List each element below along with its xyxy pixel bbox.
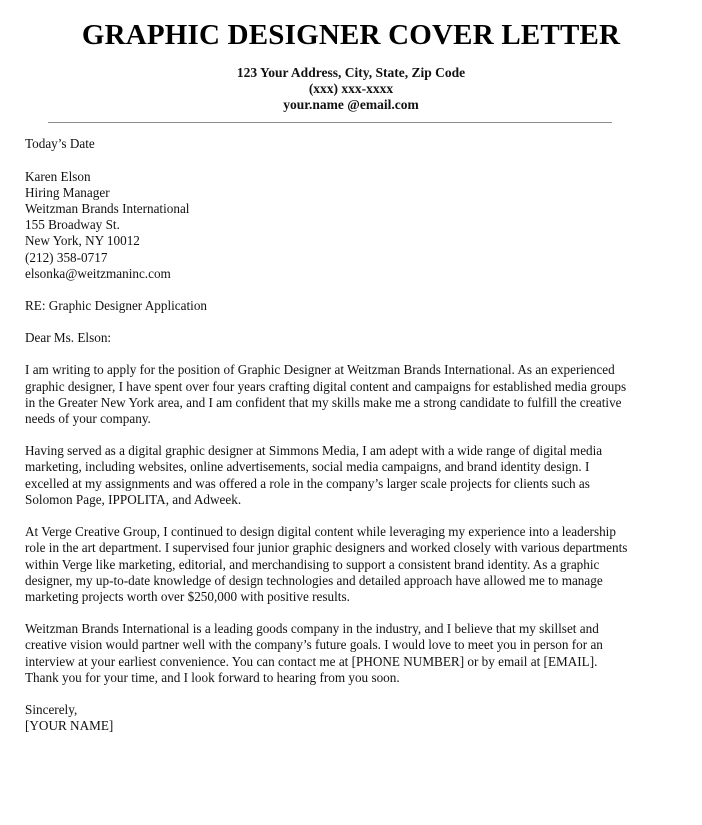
date-block <box>25 136 630 152</box>
recipient-name: Karen Elson <box>25 168 91 184</box>
letter-body <box>0 136 702 734</box>
recipient-city-state-zip: New York, NY 10012 <box>25 233 140 249</box>
sender-contact-block <box>28 65 674 113</box>
sender-phone: (xxx) xxx-xxxx <box>308 81 394 97</box>
recipient-street: 155 Broadway St. <box>25 217 120 233</box>
letterhead <box>0 0 702 123</box>
recipient-email: elsonka@weitzmaninc.com <box>25 265 171 281</box>
recipient-company: Weitzman Brands International <box>25 201 190 217</box>
recipient-phone: (212) 358-0717 <box>25 249 108 265</box>
closing-block <box>25 702 630 734</box>
sender-email: your.name @email.com <box>283 97 419 113</box>
letter-date: Today’s Date <box>25 136 95 152</box>
salutation: Dear Ms. Elson: <box>25 330 112 346</box>
body-paragraph-4: Weitzman Brands International is a leading goods company in the industry, and I believe that my skillset and creative vision would partner well with the company’s future goals. I would love to meet you in person for an interview at your earliest convenience. You can contact me at [PHONE NUMBER] or by email at [EMAIL]. Thank you for your time, and I look forward to hearing from you soon. <box>25 621 603 685</box>
body-paragraph-2: Having served as a digital graphic designer at Simmons Media, I am adept with a wide range of digital media marketing, including websites, online advertisements, social media campaigns, and brand identity design. I excelled at my assignments and was offered a role in the company’s larger scale projects for clients such as Solomon Page, IPPOLITA, and Adweek. <box>25 443 603 507</box>
valediction: Sincerely, <box>25 701 78 717</box>
signature-name: [YOUR NAME] <box>25 718 114 734</box>
sender-address: 123 Your Address, City, State, Zip Code <box>236 65 466 81</box>
subject-line: RE: Graphic Designer Application <box>25 298 208 314</box>
header-divider <box>48 122 612 123</box>
recipient-address-block <box>25 169 630 282</box>
page-title: GRAPHIC DESIGNER COVER LETTER <box>81 19 621 51</box>
body-paragraph-3: At Verge Creative Group, I continued to design digital content while leveraging my experience into a leadership role in the art department. I supervised four junior graphic designers and worked closely with various departments within Verge like marketing, editorial, and merchandising to support a consistent brand identity. As a graphic designer, my up-to-date knowledge of design technologies and detailed approach have allowed me to manage marketing projects worth over $250,000 with positive results. <box>25 524 628 604</box>
body-paragraph-1: I am writing to apply for the position of Graphic Designer at Weitzman Brands International. As an experienced graphic designer, I have spent over four years crafting digital content and campaigns for established media groups in the Greater New York area, and I am confident that my skills make me a strong candidate to fulfill the creative needs of your company. <box>25 362 627 427</box>
recipient-job-title: Hiring Manager <box>25 184 110 200</box>
